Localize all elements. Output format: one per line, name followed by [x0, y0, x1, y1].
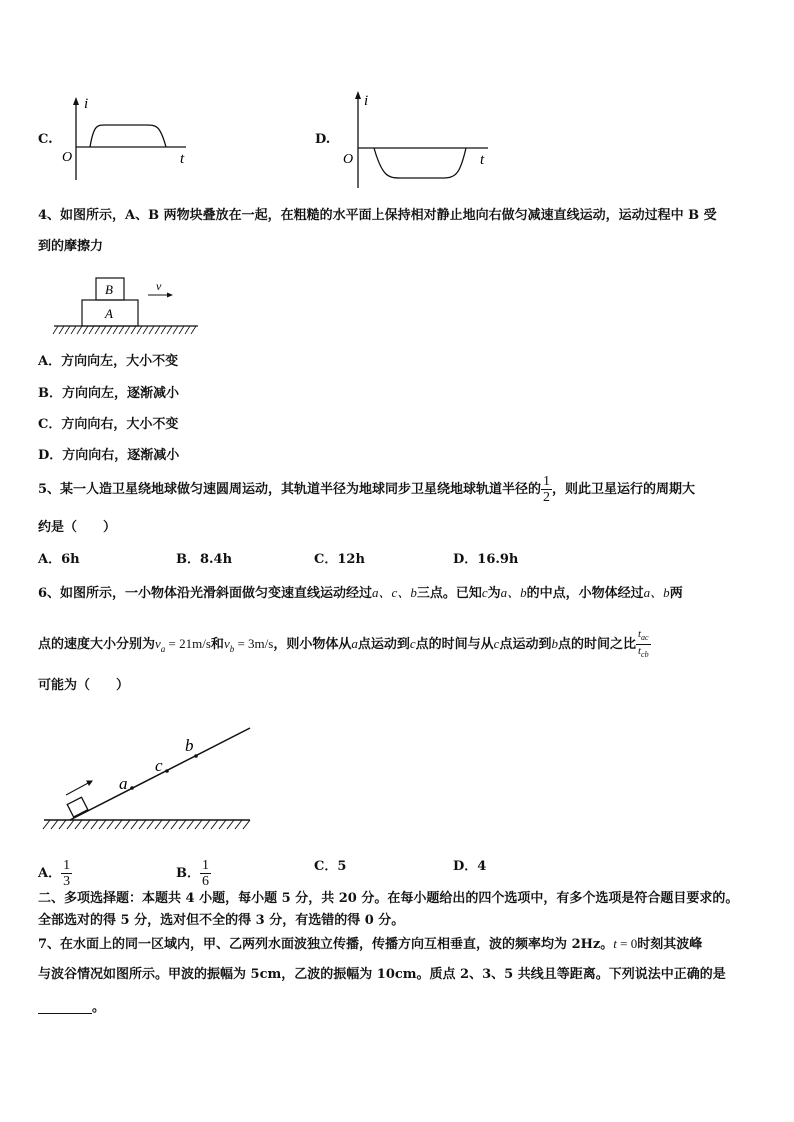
q4-option-b: B．方向向左，逐渐减小 — [38, 386, 179, 401]
block-b-label: B — [105, 282, 113, 297]
q6-ratio-den: t — [637, 645, 642, 658]
q6-ratio-num-sub: ac — [641, 633, 649, 643]
q6-point: c — [409, 636, 416, 652]
q7-t: t — [613, 936, 617, 951]
graph-c-x-label: t — [180, 151, 185, 167]
point-b-label: b — [185, 736, 194, 755]
q6-point: b — [551, 636, 558, 652]
q6-text: 点的时间与从 — [415, 637, 494, 653]
q6-vb-value: = 3m/s — [234, 636, 274, 652]
q6-text: 的中点，小物体经过 — [526, 586, 644, 601]
q5-stem-part1: 5、某一人造卫星绕地球做匀速圆周运动，其轨道半径为地球同步卫星绕地球轨道半径的 — [38, 482, 542, 497]
q7-text: 时刻其波峰 — [637, 937, 703, 952]
q7-answer-blank[interactable] — [38, 1013, 92, 1014]
point-a-label: a — [119, 774, 128, 793]
q6-option-c: C．5 — [314, 859, 347, 874]
q7-text: 7、在水面上的同一区域内，甲、乙两列水面波独立传播，传播方向互相垂直，波的频率均为 2Hz。 — [38, 937, 614, 952]
q6-vb: v — [223, 636, 230, 652]
q6-ratio-den-sub: cb — [641, 650, 649, 660]
q5-stem-line1 — [38, 474, 695, 505]
q6-option-a-num: 1 — [63, 858, 71, 873]
q6-option-b-den: 6 — [202, 874, 209, 889]
q6-option-a-den: 3 — [63, 874, 71, 889]
q6-stem-line2 — [38, 628, 651, 661]
graph-c-y-label: i — [84, 96, 89, 112]
q6-option-a-fraction — [61, 858, 72, 889]
q6-points: a、b — [500, 585, 527, 600]
q6-option-b-num: 1 — [202, 858, 209, 873]
q4-option-a: A．方向向左，大小不变 — [38, 354, 179, 369]
q6-text: 两 — [669, 586, 683, 601]
q6-text: 点运动到 — [499, 637, 552, 653]
q6-vb-sub: b — [229, 643, 235, 654]
graph-c — [58, 95, 198, 185]
q4-blocks-figure — [52, 274, 202, 340]
velocity-arrowhead — [167, 293, 173, 298]
graph-d — [338, 88, 498, 192]
q6-option-a — [38, 858, 72, 889]
block-a-label: A — [105, 306, 113, 321]
graph-c-origin: O — [62, 150, 73, 165]
graph-d-x-label: t — [480, 152, 485, 168]
q6-time-ratio — [636, 628, 651, 661]
q5-option-b: B．8.4h — [176, 552, 233, 567]
q4-stem-line1: 4、如图所示，A、B 两物块叠放在一起，在粗糙的水平面上保持相对静止地向右做匀减速直线运动，运动过程中 B 受 — [38, 208, 717, 223]
q6-text: ，则小物体从 — [273, 637, 352, 653]
q6-stem-line3: 可能为（ ） — [38, 678, 130, 693]
ground-hatching — [43, 820, 250, 829]
q7-stem-line1 — [38, 935, 702, 954]
point-a-dot — [130, 786, 134, 790]
section2-heading-line1: 二、多项选择题：本题共 4 小题，每小题 5 分，共 20 分。在每小题给出的四个选项中，有多个选项是符合题目要求的。 — [38, 891, 739, 906]
graph-d-y-arrow — [355, 91, 361, 99]
q5-option-a: A．6h — [38, 552, 80, 567]
q7-t-value: = 0 — [616, 936, 638, 951]
q5-option-c: C．12h — [314, 552, 365, 567]
q6-text: 三点。已知 — [416, 586, 482, 601]
q6-text: 为 — [487, 586, 501, 601]
q5-fraction — [541, 474, 552, 505]
q5-stem-line2: 约是（ ） — [38, 520, 117, 535]
q6-point-c: c — [481, 585, 488, 600]
q6-points: a、c、b — [372, 585, 417, 600]
graph-d-y-label: i — [364, 93, 369, 109]
graph-d-curve — [374, 148, 466, 178]
point-c-label: c — [155, 756, 163, 775]
q7-end-mark: 。 — [92, 1000, 106, 1015]
q6-point: a — [351, 636, 358, 652]
q6-va-value: = 21m/s — [165, 636, 211, 652]
graph-c-y-arrow — [73, 97, 79, 105]
section2-heading-line2: 全部选对的得 5 分，选对但不全的得 3 分，有选错的得 0 分。 — [38, 913, 405, 928]
q6-text: 点的速度大小分别为 — [38, 637, 156, 653]
q6-stem-line1 — [38, 584, 683, 603]
q4-option-d: D．方向向右，逐渐减小 — [38, 448, 180, 463]
q5-stem-part2: ，则此卫星运行的周期大 — [552, 482, 696, 497]
q6-option-b — [176, 858, 211, 889]
point-c-dot — [165, 769, 169, 773]
velocity-label: v — [156, 279, 162, 293]
q6-option-b-label: B． — [176, 866, 200, 881]
q6-incline-figure — [40, 718, 255, 832]
graph-c-curve — [90, 125, 166, 147]
point-b-dot — [194, 754, 198, 758]
q5-fraction-num: 1 — [543, 474, 551, 489]
q6-text: 点的时间之比 — [557, 637, 636, 653]
q5-fraction-den: 2 — [543, 490, 551, 505]
q6-text: 6、如图所示，一小物体沿光滑斜面做匀变速直线运动经过 — [38, 586, 373, 601]
q6-va-sub: a — [160, 643, 166, 654]
q6-point: c — [493, 636, 500, 652]
q6-text: 和 — [210, 637, 224, 653]
q6-text: 点运动到 — [357, 637, 410, 653]
q6-va: v — [155, 636, 161, 652]
q6-points: a、b — [643, 585, 670, 600]
option-c-label: C. — [38, 132, 53, 147]
ground-hatching — [53, 326, 196, 334]
option-d-label: D. — [315, 132, 331, 147]
q6-option-d: D．4 — [453, 859, 487, 874]
small-block — [67, 797, 88, 817]
q6-option-b-fraction — [200, 858, 211, 889]
q6-option-a-label: A． — [38, 866, 62, 881]
graph-d-origin: O — [343, 152, 354, 167]
q5-option-d: D．16.9h — [453, 552, 519, 567]
q4-stem-line2: 到的摩擦力 — [38, 239, 104, 254]
motion-arrow — [66, 782, 90, 795]
q6-ratio-num: t — [637, 628, 642, 640]
q7-stem-line2: 与波谷情况如图所示。甲波的振幅为 5cm，乙波的振幅为 10cm。质点 2、3、5 共线且等距离。下列说法中正确的是 — [38, 967, 726, 982]
q4-option-c: C．方向向右，大小不变 — [38, 417, 179, 432]
